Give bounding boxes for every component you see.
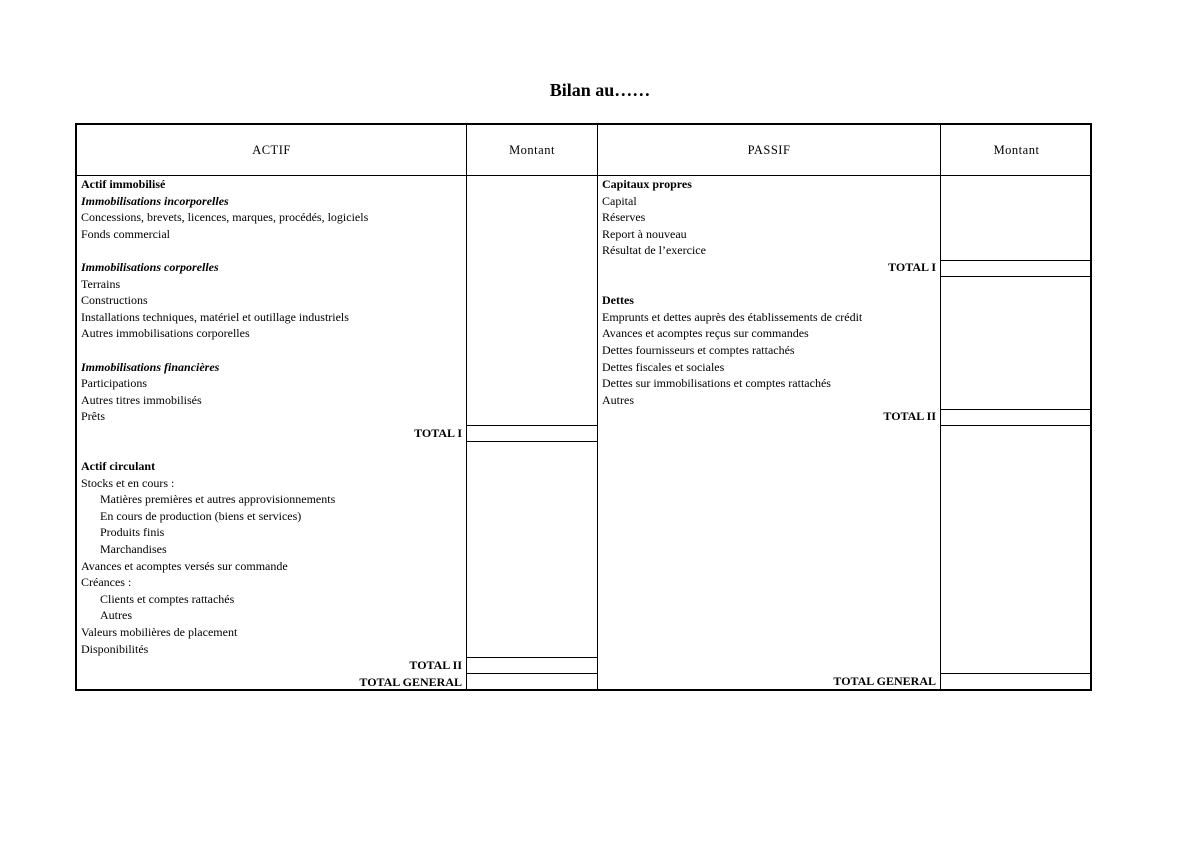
line-avances-verses: Avances et acomptes versés sur commande <box>81 558 288 573</box>
line-produits-finis: Produits finis <box>100 525 165 540</box>
spacer <box>81 342 462 359</box>
column-divider <box>940 125 941 689</box>
passif-total1-cell-bottom <box>940 276 1090 277</box>
actif-total2-cell-bottom <box>466 673 597 674</box>
passif-total-general-label: TOTAL GENERAL <box>833 674 936 688</box>
line-participations: Participations <box>81 376 147 391</box>
line-stocks: Stocks et en cours : <box>81 475 175 490</box>
header-montant-actif: Montant <box>509 143 555 157</box>
line-fournisseurs: Dettes fournisseurs et comptes rattachés <box>602 342 795 357</box>
header-actif: ACTIF <box>252 143 291 157</box>
passif-column <box>602 176 936 425</box>
line-installations: Installations techniques, matériel et outillage industriels <box>81 309 349 324</box>
immo-financieres-heading: Immobilisations financières <box>81 359 220 374</box>
actif-total-2-label: TOTAL II <box>409 658 462 673</box>
spacer <box>602 276 936 293</box>
actif-circulant-heading: Actif circulant <box>81 459 156 474</box>
actif-column <box>81 176 462 690</box>
header-passif: PASSIF <box>747 143 791 157</box>
balance-sheet-table <box>75 123 1092 691</box>
actif-immobilise-heading: Actif immobilisé <box>81 177 166 191</box>
line-matieres: Matières premières et autres approvisionnements <box>100 492 336 507</box>
passif-total-2-label: TOTAL II <box>883 409 936 424</box>
line-dettes-immo: Dettes sur immobilisations et comptes rattachés <box>602 376 831 391</box>
line-clients: Clients et comptes rattachés <box>100 591 235 606</box>
line-reserves: Réserves <box>602 210 646 225</box>
line-autres-titres: Autres titres immobilisés <box>81 392 202 407</box>
actif-total2-cell-top <box>466 657 597 658</box>
actif-total1-cell-top <box>466 425 597 426</box>
line-prets: Prêts <box>81 409 105 424</box>
line-capital: Capital <box>602 193 637 208</box>
dettes-heading: Dettes <box>602 293 634 308</box>
line-autres-dettes: Autres <box>602 392 634 407</box>
spacer <box>81 242 462 259</box>
immo-corporelles-heading: Immobilisations corporelles <box>81 259 219 274</box>
line-vmp: Valeurs mobilières de placement <box>81 625 238 640</box>
line-terrains: Terrains <box>81 276 121 291</box>
line-autres: Autres <box>100 608 132 623</box>
line-concessions: Concessions, brevets, licences, marques, procédés, logiciels <box>81 210 369 225</box>
line-avances-recus: Avances et acomptes reçus sur commandes <box>602 326 809 341</box>
line-emprunts: Emprunts et dettes auprès des établissements de crédit <box>602 309 863 324</box>
passif-total-general-cell-top <box>940 673 1090 674</box>
line-autres-immo-corporelles: Autres immobilisations corporelles <box>81 326 250 341</box>
line-fonds-commercial: Fonds commercial <box>81 226 170 241</box>
immo-incorporelles-heading: Immobilisations incorporelles <box>81 193 229 208</box>
passif-total-1-label: TOTAL I <box>888 259 936 274</box>
line-constructions: Constructions <box>81 293 148 308</box>
actif-total-1-label: TOTAL I <box>414 425 462 440</box>
page-title: Bilan au…… <box>549 80 651 100</box>
line-report: Report à nouveau <box>602 226 687 241</box>
line-en-cours: En cours de production (biens et services) <box>100 508 302 523</box>
column-divider <box>597 125 598 689</box>
line-marchandises: Marchandises <box>100 542 167 557</box>
actif-total1-cell-bottom <box>466 441 597 442</box>
line-disponibilites: Disponibilités <box>81 641 149 656</box>
header-montant-passif: Montant <box>993 143 1040 157</box>
line-resultat: Résultat de l’exercice <box>602 243 706 258</box>
actif-total-general-label: TOTAL GENERAL <box>359 674 462 689</box>
passif-total2-cell-top <box>940 409 1090 410</box>
line-creances: Créances : <box>81 575 132 590</box>
capitaux-propres-heading: Capitaux propres <box>602 177 692 191</box>
column-divider <box>466 125 467 689</box>
passif-total1-cell-top <box>940 260 1090 261</box>
passif-total2-cell-bottom <box>940 425 1090 426</box>
spacer <box>81 442 462 459</box>
line-fiscales: Dettes fiscales et sociales <box>602 359 725 374</box>
